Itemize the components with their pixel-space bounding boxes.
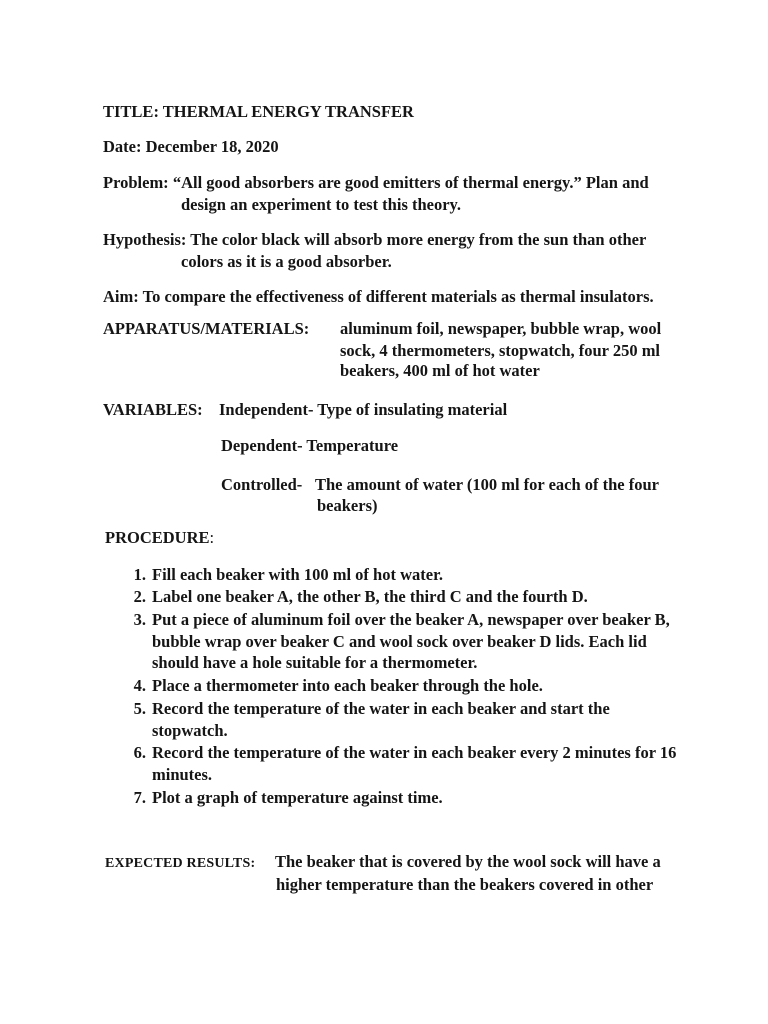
apparatus-text-3: beakers, 400 ml of hot water <box>340 361 540 380</box>
date-label: Date: <box>103 137 142 156</box>
step-text: bubble wrap over beaker C and wool sock over beaker D lids. Each lid <box>152 632 647 651</box>
expected-results-text-2: higher temperature than the beakers covered in other <box>276 875 654 894</box>
step-text: Plot a graph of temperature against time. <box>152 788 443 807</box>
procedure-colon: : <box>209 528 215 547</box>
procedure-heading <box>105 527 214 548</box>
apparatus-text-2: sock, 4 thermometers, stopwatch, four 250 ml <box>340 341 661 360</box>
step-text: should have a hole suitable for a thermometer. <box>152 653 478 672</box>
variables-controlled-text-1: The amount of water (100 ml for each of the four <box>315 475 660 494</box>
title-line <box>103 101 414 122</box>
apparatus-text-1: aluminum foil, newspaper, bubble wrap, wool <box>340 319 662 338</box>
step-text: Label one beaker A, the other B, the third C and the fourth D. <box>152 587 588 606</box>
step-text: Put a piece of aluminum foil over the beaker A, newspaper over beaker B, <box>152 610 670 629</box>
date-value: December 18, 2020 <box>145 137 279 156</box>
variables-independent: Independent- Type of insulating material <box>219 400 508 419</box>
step-text: Record the temperature of the water in each beaker every 2 minutes for 16 <box>152 743 677 762</box>
problem-text-2: design an experiment to test this theory. <box>181 195 462 214</box>
step-text: Place a thermometer into each beaker through the hole. <box>152 676 543 695</box>
aim-line <box>103 286 654 307</box>
hypothesis-text-2: colors as it is a good absorber. <box>181 252 392 271</box>
expected-results-label: EXPECTED RESULTS: <box>105 856 256 871</box>
step-number: 2. <box>133 587 146 606</box>
aim-label: Aim: <box>103 287 139 306</box>
date-line <box>103 136 279 157</box>
variables-controlled-label: Controlled- <box>221 475 303 494</box>
procedure-label: PROCEDURE <box>105 528 210 547</box>
hypothesis-text-1: The color black will absorb more energy from the sun than other <box>190 230 647 249</box>
step-number: 1. <box>133 565 146 584</box>
step-text: minutes. <box>152 765 213 784</box>
problem-text-1: “All good absorbers are good emitters of thermal energy.” Plan and <box>172 173 649 192</box>
step-text: Fill each beaker with 100 ml of hot water. <box>152 565 444 584</box>
apparatus-label: APPARATUS/MATERIALS: <box>103 319 310 338</box>
variables-controlled-text-2: beakers) <box>317 496 378 515</box>
problem-label: Problem: <box>103 173 169 192</box>
step-number: 4. <box>133 676 146 695</box>
step-number: 5. <box>133 699 146 718</box>
variables-dependent: Dependent- Temperature <box>221 436 399 455</box>
title-value: THERMAL ENERGY TRANSFER <box>162 102 414 121</box>
variables-label: VARIABLES: <box>103 400 203 419</box>
title-label: TITLE: <box>103 102 159 121</box>
step-number: 6. <box>133 743 146 762</box>
step-number: 7. <box>133 788 146 807</box>
expected-results-text-1: The beaker that is covered by the wool sock will have a <box>275 852 661 871</box>
hypothesis-label: Hypothesis: <box>103 230 187 249</box>
step-number: 3. <box>133 610 146 629</box>
step-text: stopwatch. <box>152 721 228 740</box>
step-text: Record the temperature of the water in each beaker and start the <box>152 699 610 718</box>
problem-line-1 <box>103 172 649 193</box>
aim-text: To compare the effectiveness of different materials as thermal insulators. <box>142 287 654 306</box>
hypothesis-line-1 <box>103 229 646 250</box>
